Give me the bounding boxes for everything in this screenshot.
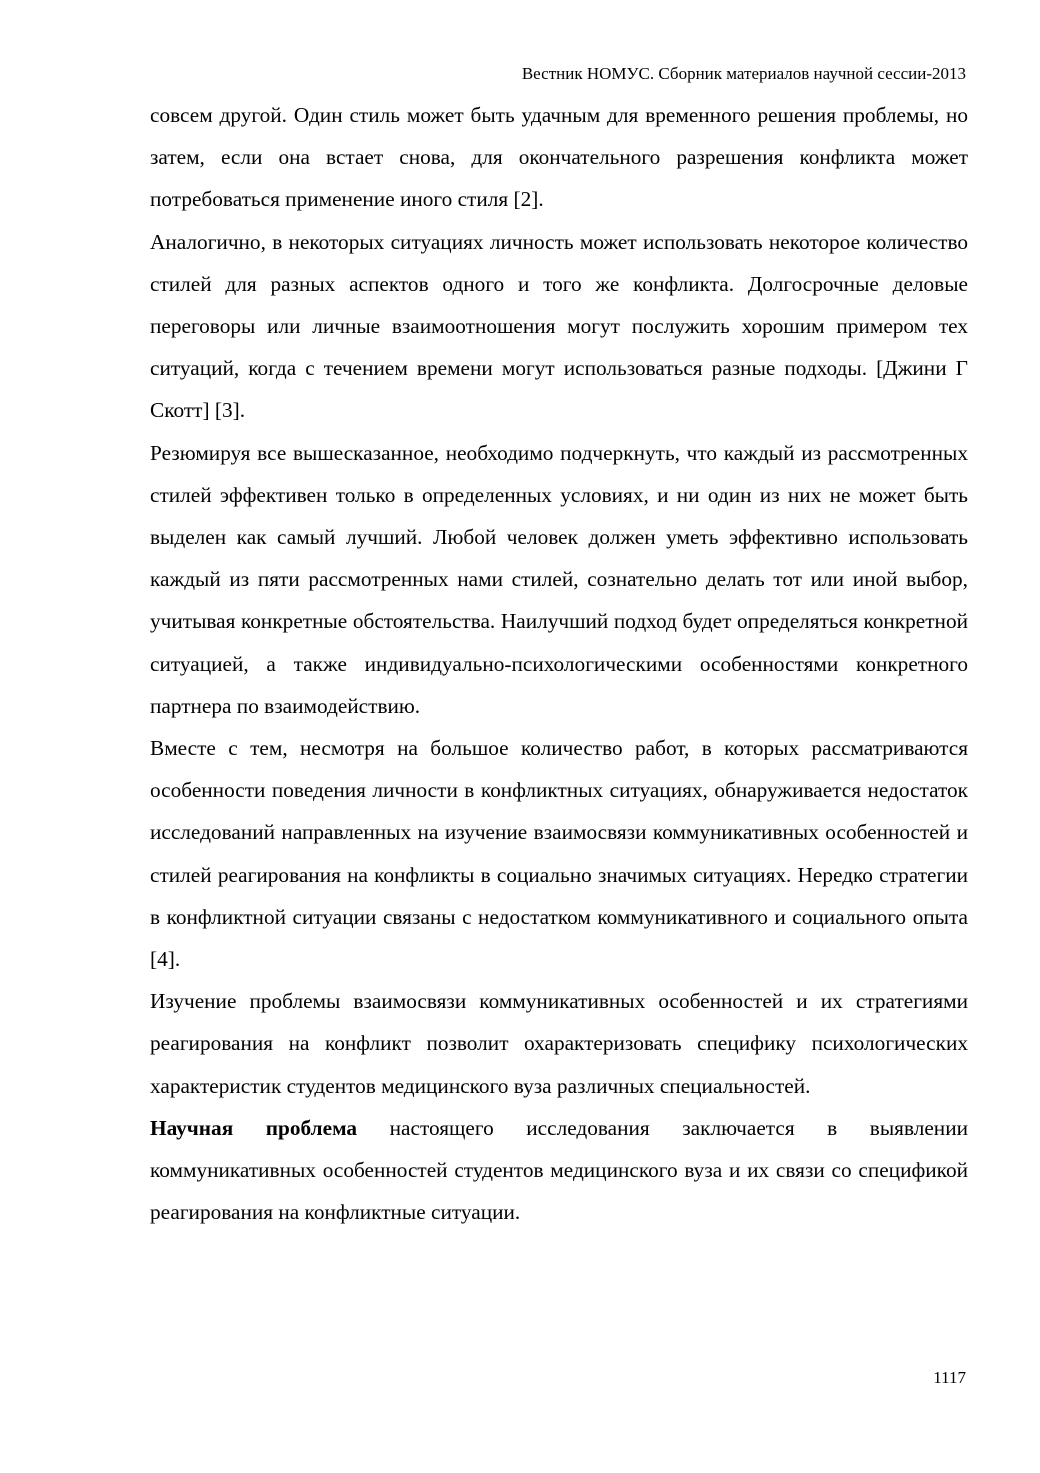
running-header: Вестник НОМУС. Сборник материалов научной сессии-2013	[521, 64, 966, 83]
paragraph-scientific-problem	[150, 1107, 968, 1234]
paragraph-research-gap: Вместе с тем, несмотря на большое количество работ, в которых рассматриваются особенности поведения личности в конфликтных ситуациях, обнаруживается недостаток исследований направленных на изучение взаимосвязи коммуникативных особенностей и стилей реагирования на конфликты в социально значимых ситуациях. Нередко стратегии в конфликтной ситуации связаны с недостатком коммуникативного и социального опыта [4].	[150, 736, 968, 972]
scientific-problem-term: Научная проблема	[150, 1115, 358, 1140]
paragraph-similarly: Аналогично, в некоторых ситуациях личность может использовать некоторое количество стилей для разных аспектов одного и того же конфликта. Долгосрочные деловые переговоры или личные взаимоотношения могут послужить хорошим примером тех ситуаций, когда с течением времени могут использоваться разные подходы. [Джини Г Скотт] [3].	[150, 229, 968, 423]
paragraph-summary: Резюмируя все вышесказанное, необходимо подчеркнуть, что каждый из рассмотренных стилей эффективен только в определенных условиях, и ни один из них не может быть выделен как самый лучший. Любой человек должен уметь эффективно использовать каждый из пяти рассмотренных нами стилей, сознательно делать тот или иной выбор, учитывая конкретные обстоятельства. Наилучший подход будет определяться конкретной ситуацией, а также индивидуально-психологическими особенностями конкретного партнера по взаимодействию.	[150, 440, 968, 718]
page-number: 1117	[933, 1368, 966, 1387]
paragraph-continuation: совсем другой. Один стиль может быть удачным для временного решения проблемы, но затем, если она встает снова, для окончательного разрешения конфликта может потребоваться применение иного стиля [2].	[150, 103, 968, 212]
paragraph-study-relevance: Изучение проблемы взаимосвязи коммуникативных особенностей и их стратегиями реагирования на конфликт позволит охарактеризовать специфику психологических характеристик студентов медицинского вуза различных специальностей.	[150, 989, 968, 1098]
scientific-problem-text: настоящего исследования заключается в выявлении коммуникативных особенностей студентов медицинского вуза и их связи со спецификой реагирования на конфликтные ситуации.	[150, 1115, 968, 1225]
article-body	[150, 94, 968, 1233]
